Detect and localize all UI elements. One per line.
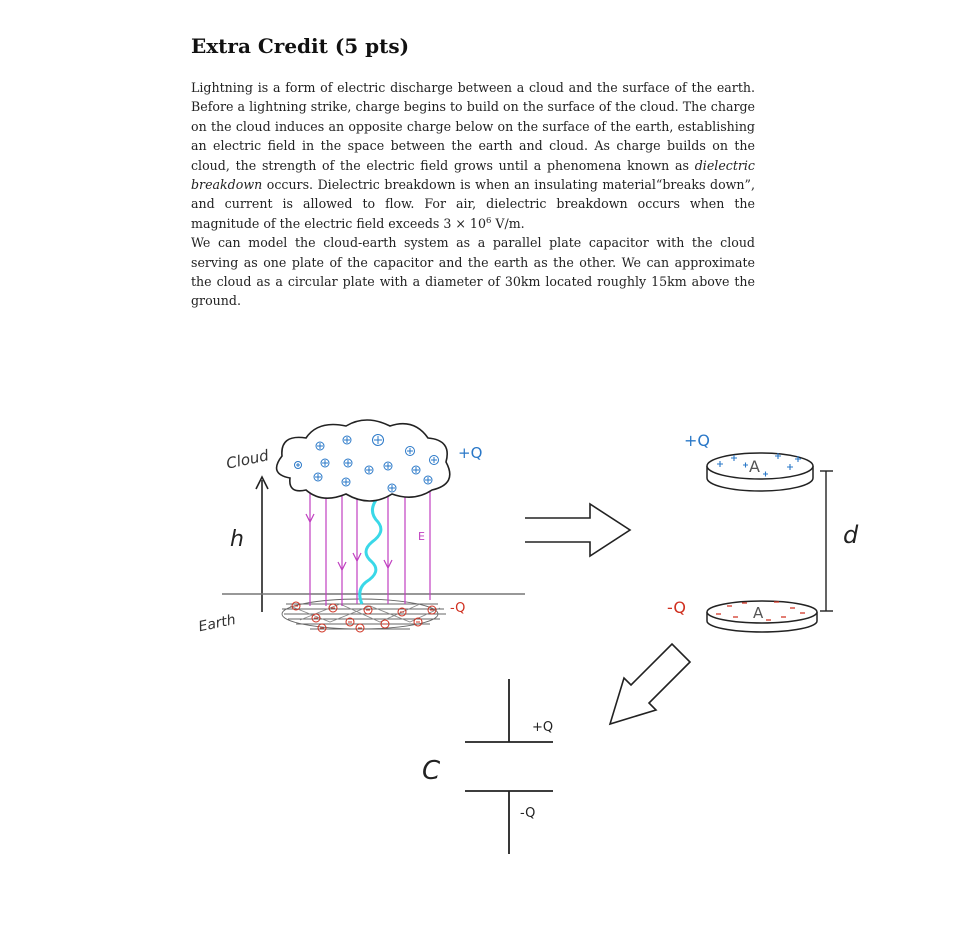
diagonal-arrow	[610, 644, 690, 724]
capacitor-label: C	[422, 756, 441, 786]
paragraph-2: We can model the cloud-earth system as a parallel plate capacitor with the cloud serving as one plate of the capacitor and the earth as the other. We can approximate the cloud as a circular plate with a diameter of 30km located roughly 15km above the ground.	[191, 235, 755, 309]
capacitor-symbol	[422, 679, 553, 854]
cloud	[277, 420, 450, 501]
cloud-earth-scene	[197, 420, 525, 635]
cloud-label: Cloud	[224, 446, 271, 473]
lightning-bolt	[360, 500, 381, 604]
right-arrow	[525, 504, 630, 556]
earth-charge-label: -Q	[450, 601, 466, 616]
problem-title: Extra Credit (5 pts)	[191, 34, 410, 58]
bottom-plate-area-label: A	[753, 604, 764, 622]
field-exponent: 6	[485, 215, 492, 226]
top-plate-charge-label: +Q	[684, 431, 710, 450]
parallel-plate-capacitor	[667, 431, 859, 632]
paragraph-1-text-a: Lightning is a form of electric discharge between a cloud and the surface of the earth. Before a lightning strike, charge begins to build on the surface of the cloud. The charge on the cloud induces an opposite charge below on the surface of the earth, establishing an electric field in the space between the earth and cloud. As charge builds on the cloud, the strength of the electric field grows until a phenomena known as	[191, 80, 755, 173]
cloud-charge-label: +Q	[458, 444, 483, 462]
height-label: h	[230, 527, 244, 552]
paragraph-1-text-c: V/m.	[491, 215, 525, 231]
bottom-plate-charge-label: -Q	[667, 598, 686, 617]
earth-label: Earth	[197, 611, 238, 636]
capacitor-bottom-charge-label: -Q	[520, 806, 536, 821]
dielectric-breakdown-term: dielectric breakdown	[191, 157, 755, 193]
separation-label: d	[843, 521, 859, 549]
top-plate-area-label: A	[749, 457, 760, 476]
paragraph-1-text-b: occurs. Dielectric breakdown is when an insulating material“breaks down”, and current is allowed to flow. For air, dielectric breakdown occurs when the magnitude of the electric field exceeds 3 × 10	[191, 177, 755, 231]
top-plate	[707, 453, 813, 479]
capacitor-top-charge-label: +Q	[532, 720, 554, 735]
field-label: E	[418, 530, 425, 543]
